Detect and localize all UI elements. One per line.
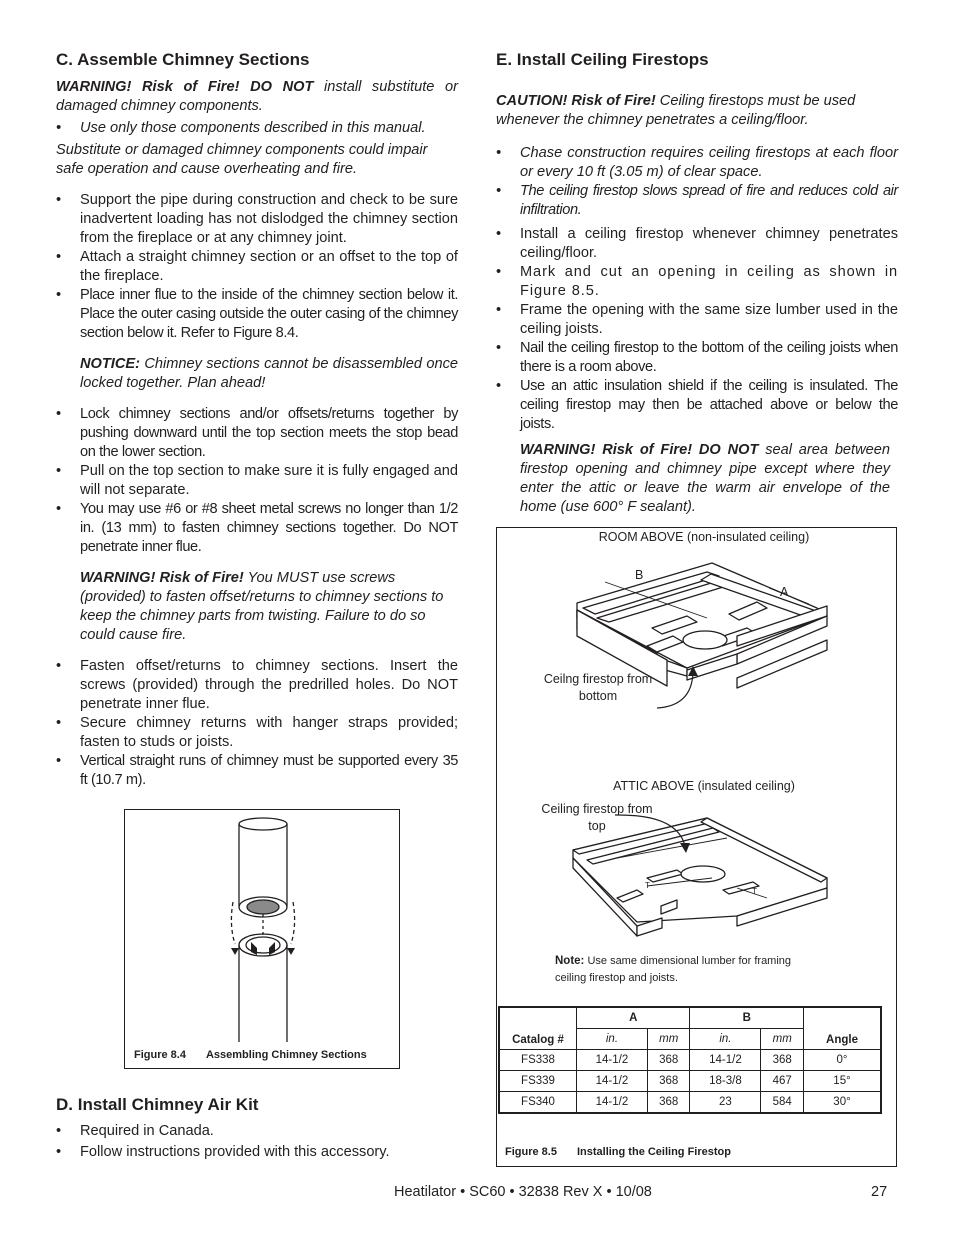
warning-text: install substitute or damaged chimney components. <box>56 79 458 114</box>
firestop-top-illustration <box>497 798 896 938</box>
notice-paragraph <box>56 355 458 393</box>
table-cell: 584 <box>761 1092 804 1114</box>
label-a: A <box>780 585 789 599</box>
list-item: • Lock chimney sections and/or offsets/returns together by pushing downward until the top section meets the stop bead on the lower section. <box>56 405 458 462</box>
table-cell: FS338 <box>499 1050 577 1071</box>
italic-bullets <box>496 144 898 220</box>
firestop-table <box>498 1006 882 1114</box>
from-bottom-label <box>533 671 663 705</box>
b-header: B <box>690 1007 804 1029</box>
list-item: • Install a ceiling firestop whenever chimney penetrates ceiling/floor. <box>496 225 898 263</box>
section-e-heading: E. Install Ceiling Firestops <box>496 50 709 69</box>
bullet-list-3 <box>56 657 458 790</box>
warning-label: WARNING! Risk of Fire! DO NOT <box>56 79 314 95</box>
figure-title: Installing the Ceiling Firestop <box>576 1146 731 1158</box>
table-cell: 368 <box>761 1050 804 1071</box>
list-item: • Use only those components described in this manual. <box>56 119 458 138</box>
list-item: • Follow instructions provided with this accessory. <box>56 1142 458 1163</box>
from-top-line-1: Ceiling firestop from <box>541 802 653 816</box>
list-item: • Attach a straight chimney section or an offset to the top of the fireplace. <box>56 248 458 286</box>
table-cell: 14-1/2 <box>577 1092 648 1114</box>
warning-text: seal area between firestop opening and chimney pipe except where they enter the attic or leave the warm air envelope of the home (use 600° F sealant). <box>520 442 890 515</box>
chimney-sections-illustration <box>125 810 399 1050</box>
bullet-list-2 <box>56 405 458 557</box>
figure-note <box>555 953 791 987</box>
table-cell: FS339 <box>499 1071 577 1092</box>
list-item: • Secure chimney returns with hanger straps provided; fasten to studs or joists. <box>56 714 458 752</box>
table-cell: 14-1/2 <box>577 1050 648 1071</box>
list-item: • Required in Canada. <box>56 1121 458 1142</box>
caution-label: CAUTION! Risk of Fire! <box>496 93 656 109</box>
notice-text: Chimney sections cannot be disassembled once locked together. Plan ahead! <box>80 356 458 391</box>
section-d <box>56 1095 458 1163</box>
table-cell: 467 <box>761 1071 804 1092</box>
warning-label: WARNING! Risk of Fire! <box>80 570 244 586</box>
label-b: B <box>635 568 644 582</box>
table-cell: 14-1/2 <box>690 1050 761 1071</box>
mm-header: mm <box>761 1029 804 1050</box>
table-cell: 23 <box>690 1092 761 1114</box>
a-header: A <box>577 1007 690 1029</box>
figure-8-4 <box>124 809 400 1069</box>
list-item: • Frame the opening with the same size lumber used in the ceiling joists. <box>496 301 898 339</box>
note-label: Note: <box>555 955 585 967</box>
table-cell: 368 <box>647 1092 690 1114</box>
catalog-header: Catalog # <box>499 1007 577 1050</box>
section-d-heading: D. Install Chimney Air Kit <box>56 1095 259 1114</box>
list-item: • Pull on the top section to make sure it is fully engaged and will not separate. <box>56 462 458 500</box>
table-row <box>499 1050 881 1071</box>
figure-number: Figure 8.4 <box>134 1049 186 1061</box>
caution-text: Ceiling firestops must be used whenever the chimney penetrates a ceiling/floor. <box>496 93 856 128</box>
in-header: in. <box>690 1029 761 1050</box>
attic-above-label: ATTIC ABOVE (insulated ceiling) <box>613 779 795 793</box>
list-item: • The ceiling firestop slows spread of fire and reduces cold air infiltration. <box>496 182 898 220</box>
list-item: • Support the pipe during construction and check to be sure inadvertent loading has not dislodged the chimney section from the fireplace or at any chimney joint. <box>56 191 458 248</box>
table-cell: 368 <box>647 1071 690 1092</box>
figure-8-5 <box>496 527 897 1167</box>
footer-text: Heatilator • SC60 • 32838 Rev X • 10/08 <box>394 1184 652 1200</box>
list-item: • Use an attic insulation shield if the ceiling is insulated. The ceiling firestop may then be attached above or below the joists. <box>496 377 898 434</box>
section-c-heading: C. Assemble Chimney Sections <box>56 50 310 69</box>
table-cell: 14-1/2 <box>577 1071 648 1092</box>
table-cell: 15° <box>804 1071 882 1092</box>
figure-number: Figure 8.5 <box>505 1146 557 1158</box>
figure-8-5-caption <box>505 1146 731 1158</box>
caution-paragraph <box>496 92 898 130</box>
table-row <box>499 1092 881 1114</box>
left-column <box>56 50 458 790</box>
mm-header: mm <box>647 1029 690 1050</box>
list-item: • Vertical straight runs of chimney must be supported every 35 ft (10.7 m). <box>56 752 458 790</box>
room-above-label: ROOM ABOVE (non-insulated ceiling) <box>598 530 810 544</box>
warning-tail: Substitute or damaged chimney components could impair safe operation and cause overheating and fire. <box>56 142 428 177</box>
list-item: • Nail the ceiling firestop to the bottom of the ceiling joists when there is a room above. <box>496 339 898 377</box>
warning-label: WARNING! Risk of Fire! DO NOT <box>520 442 759 458</box>
list-item: • You may use #6 or #8 sheet metal screws no longer than 1/2 in. (13 mm) to fasten chimney sections together. Do NOT penetrate inner flue. <box>56 500 458 557</box>
from-bottom-line-1: Ceilng firestop from <box>543 672 653 686</box>
svg-text:T: T <box>752 887 757 896</box>
table-cell: 30° <box>804 1092 882 1114</box>
warning-bullets <box>56 119 458 138</box>
list-item: • Mark and cut an opening in ceiling as shown in Figure 8.5. <box>496 263 898 301</box>
notice-label: NOTICE: <box>80 356 140 372</box>
table-header-row <box>499 1007 881 1029</box>
figure-title: Assembling Chimney Sections <box>205 1049 367 1061</box>
right-column <box>496 50 898 517</box>
table-cell: 0° <box>804 1050 882 1071</box>
note-line-1: Use same dimensional lumber for framing <box>584 955 792 967</box>
in-header: in. <box>577 1029 648 1050</box>
list-item: • Chase construction requires ceiling firestops at each floor or every 10 ft (3.05 m) of clear space. <box>496 144 898 182</box>
note-line-2: ceiling firestop and joists. <box>555 972 678 984</box>
table-row <box>499 1071 881 1092</box>
svg-text:T: T <box>645 881 650 890</box>
table-cell: 18-3/8 <box>690 1071 761 1092</box>
screw-warning-paragraph <box>56 569 458 645</box>
table-cell: FS340 <box>499 1092 577 1114</box>
section-d-bullets <box>56 1121 458 1163</box>
list-item: • Fasten offset/returns to chimney sections. Insert the screws (provided) through the predrilled holes. Do NOT penetrate inner flue. <box>56 657 458 714</box>
page-number: 27 <box>871 1184 888 1200</box>
from-top-line-2: top <box>588 819 606 833</box>
warning-paragraph <box>56 78 458 116</box>
figure-8-4-caption <box>134 1049 367 1061</box>
seal-warning-paragraph <box>496 441 898 517</box>
warning-text: You MUST use screws (provided) to fasten offset/returns to chimney sections to keep the chimney parts from twisting. Failure to do so could cause fire. <box>80 570 444 643</box>
firestop-bullets <box>496 225 898 434</box>
bullet-list-1 <box>56 191 458 343</box>
list-item: • Place inner flue to the inside of the chimney section below it. Place the outer casing outside the outer casing of the chimney section below it. Refer to Figure 8.4. <box>56 286 458 343</box>
table-cell: 368 <box>647 1050 690 1071</box>
firestop-bottom-illustration <box>497 548 896 748</box>
angle-header: Angle <box>804 1007 882 1050</box>
from-bottom-line-2: bottom <box>578 689 618 703</box>
